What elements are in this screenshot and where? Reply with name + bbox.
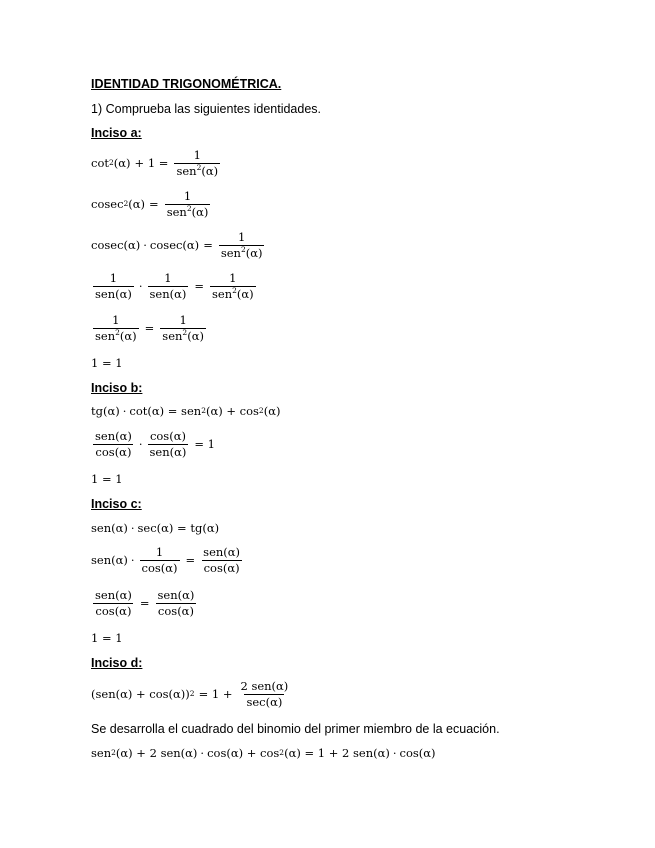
equation-a6: 1 = 1	[91, 356, 123, 370]
equation-c1: sen(α) · sec(α) = tg(α)	[91, 521, 220, 535]
equation-a2: cosec 2 (α) = $\frac{1}{sen^2(\alpha)}$	[91, 189, 209, 219]
equation-a3: cosec(α) · cosec(α) = $\frac{1}{sen^2(\alpha)}$	[91, 230, 263, 260]
section-b-heading: Inciso b:	[91, 381, 143, 395]
equation-c2: sen(α) · $\frac{1}{\cos(\alpha)}$ = $\frac{\text{sen(α)}}{\cos(\alpha)}$	[91, 545, 241, 575]
equation-a5: $\frac{1}{sen^2(\alpha)}$ = $\frac{1}{sen^2(\alpha)}$	[95, 313, 204, 343]
equation-b1: tg(α) · cot(α) = sen 2 (α) + cos 2 (α)	[91, 404, 281, 418]
section-a-heading: Inciso a:	[91, 126, 142, 140]
instruction-text: 1) Comprueba las siguientes identidades.	[91, 102, 321, 116]
explanation-text: Se desarrolla el cuadrado del binomio del primer miembro de la ecuación.	[91, 722, 500, 736]
section-d-heading: Inciso d:	[91, 656, 143, 670]
equation-d1: (sen(α) + cos(α)) 2 = 1 + $\frac{\text{2 sen(α)}}{\sec(\alpha)}$	[91, 679, 289, 709]
equation-b2: $\frac{\text{sen(α)}}{\cos(\alpha)}$ · $\frac{\cos(\alpha)}{\text{sen(α)}}$ = 1	[95, 429, 215, 459]
equation-a1: cot 2 (α) + 1 = $\frac{1}{sen^2(\alpha)}$	[91, 148, 219, 178]
equation-a4: $\frac{1}{\text{sen(α)}}$ · $\frac{1}{\text{sen(α)}}$ = $\frac{1}{sen^2(\alpha)}$	[95, 271, 254, 301]
document-title: IDENTIDAD TRIGONOMÉTRICA.	[91, 77, 282, 91]
equation-b3: 1 = 1	[91, 472, 123, 486]
equation-c4: 1 = 1	[91, 631, 123, 645]
equation-c3: $\frac{\text{sen(α)}}{\cos(\alpha)}$ = $\frac{\text{sen(α)}}{\cos(\alpha)}$	[95, 588, 195, 618]
equation-d2: sen 2 (α) + 2 sen(α) · cos(α) + cos 2 (α) = 1 + 2 sen(α) · cos(α)	[91, 746, 436, 760]
section-c-heading: Inciso c:	[91, 497, 142, 511]
